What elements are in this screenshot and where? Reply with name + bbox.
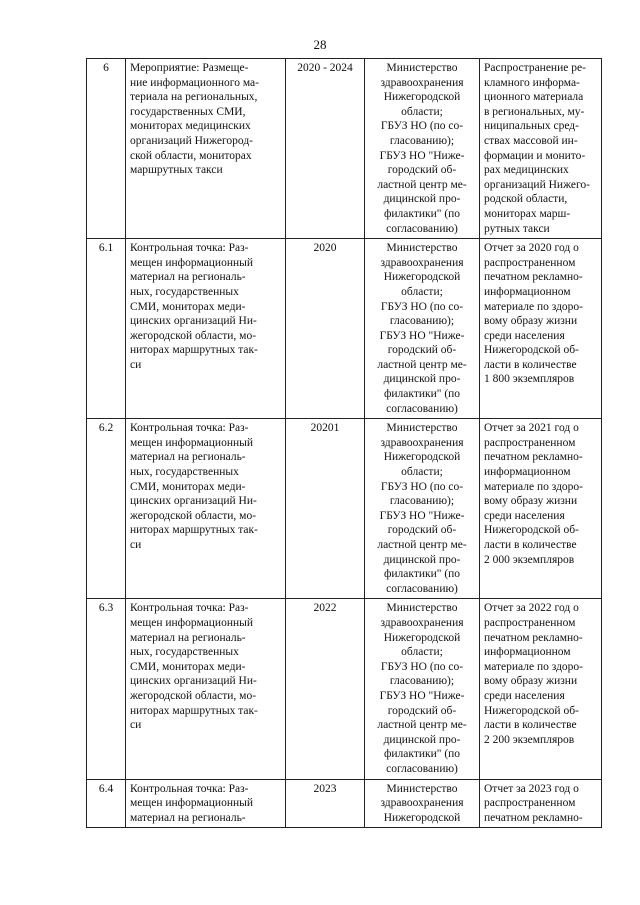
cell-line: мещен информационный [130,616,254,629]
period-cell: 2023 [286,779,365,828]
cell-line: здравоохранения [380,256,464,269]
cell-line: материале по здоро- [484,300,584,313]
cell-line: Министерство [386,62,458,74]
cell-line: материал на региональ- [130,811,246,824]
cell-line: среди населения [484,509,565,522]
cell-line: Контрольная точка: Раз- [130,602,249,615]
table-row [87,419,602,599]
cell-line: городский об- [387,704,457,717]
cell-line: ской области, мониторах [130,149,252,162]
cell-line: си [130,358,142,371]
cell-line: в региональных, му- [484,105,585,118]
cell-line: СМИ, мониторах меди- [130,480,246,493]
cell-line: ных, государственных [130,466,239,479]
cell-line: Контрольная точка: Раз- [130,242,249,255]
cell-line: Нижегородской [383,811,461,824]
executor-cell [365,599,480,779]
cell-line: филактики" (по [383,748,461,761]
cell-line: ниципальных сред- [484,120,579,133]
cell-line: материал на региональ- [130,631,246,644]
row-number-cell: 6.1 [87,239,126,419]
page-number: 28 [313,37,327,52]
cell-line: среди населения [484,329,565,342]
cell-line: рутных такси [484,222,550,235]
cell-line: Нижегородской об- [484,344,579,357]
cell-line: цинских организаций Ни- [130,495,257,508]
cell-line: ние информационного ма- [130,76,259,89]
cell-line: жегородской области, мо- [130,329,257,342]
period-cell: 2022 [286,599,365,779]
cell-line: области; [401,285,443,298]
result-cell [480,59,602,239]
activity-name-cell [126,419,286,599]
cell-line: печатном рекламно- [484,451,583,464]
cell-line: ластной центр ме- [377,539,467,551]
cell-line: жегородской области, мо- [130,509,257,522]
activity-name-cell [126,59,286,239]
cell-line: согласованию) [386,762,458,775]
cell-line: здравоохранения [380,616,464,629]
table-row [87,59,602,239]
cell-line: Нижегородской [383,91,461,104]
cell-line: кламного информа- [484,76,580,89]
cell-line: вому образу жизни [484,495,578,508]
cell-line: ГБУЗ НО (по со- [380,120,464,133]
cell-line: Контрольная точка: Раз- [130,422,249,435]
cell-line: информационном [484,285,571,298]
cell-line: Нижегородской [383,451,461,464]
table-row [87,779,602,828]
cell-line: мониторах марш- [484,207,571,220]
cell-line: цинских организаций Ни- [130,315,257,328]
cell-line: Министерство [386,782,458,795]
row-number-cell: 6 [87,59,126,239]
cell-line: гласованию); [389,134,455,147]
cell-line: ных, государственных [130,646,239,659]
cell-line: ниторах маршрутных так- [130,524,258,537]
cell-line: Отчет за 2021 год о [484,422,579,435]
cell-line: териала на региональных, [130,91,258,104]
cell-line: ластной центр ме- [377,719,467,732]
cell-line: материале по здоро- [484,660,584,673]
cell-line: жегородской области, мо- [130,689,257,702]
cell-line: Отчет за 2020 год о [484,242,579,255]
cell-line: ГБУЗ НО "Ниже- [379,149,465,162]
executor-cell [365,779,480,828]
cell-line: информационном [484,646,571,659]
table-body [87,59,602,828]
cell-line: городский об- [387,344,457,357]
cell-line: Министерство [386,242,458,255]
cell-line: мониторах медицинских [130,120,251,133]
row-number-cell: 6.2 [87,419,126,599]
cell-line: организаций Нижего- [484,178,590,191]
cell-line: Нижегородской [383,271,461,284]
cell-line: здравоохранения [380,436,464,449]
cell-line: распространенном [484,797,576,810]
cell-line: ных, государственных [130,285,239,298]
cell-line: гласованию); [389,495,455,508]
cell-line: согласованию) [386,582,458,595]
cell-line: печатном рекламно- [484,631,583,644]
cell-line: распространенном [484,436,576,449]
cell-line: Нижегородской об- [484,704,579,717]
result-cell [480,599,602,779]
cell-line: материале по здоро- [484,480,584,493]
cell-line: здравоохранения [380,797,464,810]
cell-line: ласти в количестве [484,358,577,371]
cell-line: дицинской про- [383,553,461,566]
cell-line: филактики" (по [383,207,461,220]
activity-name-cell [126,599,286,779]
cell-line: мещен информационный [130,256,254,269]
cell-line: городский об- [387,524,457,537]
cell-line: гласованию); [389,315,455,328]
cell-line: материал на региональ- [130,451,246,464]
table-row [87,599,602,779]
cell-line: рах медицинских [484,164,569,177]
result-cell [480,779,602,828]
cell-line: родской области, [484,193,568,206]
cell-line: согласованию) [386,402,458,415]
cell-line: Министерство [386,422,458,435]
cell-line: дицинской про- [383,193,461,206]
cell-line: ниторах маршрутных так- [130,704,258,717]
cell-line: печатном рекламно- [484,811,583,824]
cell-line: Распространение ре- [484,62,586,74]
cell-line: ционного материала [484,91,584,104]
cell-line: мещен информационный [130,436,254,449]
row-number-cell: 6.3 [87,599,126,779]
cell-line: маршрутных такси [130,164,223,177]
cell-line: мещен информационный [130,797,254,810]
cell-line: Отчет за 2023 год о [484,782,579,795]
cell-line: городский об- [387,164,457,177]
cell-line: распространенном [484,616,576,629]
executor-cell [365,419,480,599]
cell-line: 1 800 экземпляров [484,373,575,386]
cell-line: ГБУЗ НО (по со- [380,480,464,493]
period-cell: 20201 [286,419,365,599]
cell-line: Нижегородской об- [484,524,579,537]
cell-line: Мероприятие: Размеще- [130,62,249,74]
cell-line: области; [401,646,443,659]
cell-line: печатном рекламно- [484,271,583,284]
cell-line: си [130,539,142,551]
cell-line: филактики" (по [383,388,461,401]
cell-line: си [130,719,142,732]
period-cell: 2020 [286,239,365,419]
cell-line: гласованию); [389,675,455,688]
cell-line: информационном [484,466,571,479]
result-cell [480,419,602,599]
cell-line: дицинской про- [383,733,461,746]
executor-cell [365,59,480,239]
activity-name-cell [126,779,286,828]
cell-line: ласти в количестве [484,719,577,732]
cell-line: 2 000 экземпляров [484,553,575,566]
cell-line: 2 200 экземпляров [484,733,575,746]
table-row [87,239,602,419]
cell-line: Контрольная точка: Раз- [130,782,249,795]
cell-line: материал на региональ- [130,271,246,284]
cell-line: формации и монито- [484,149,586,162]
cell-line: организаций Нижегород- [130,134,254,147]
cell-line: вому образу жизни [484,675,578,688]
cell-line: среди населения [484,689,565,702]
cell-line: СМИ, мониторах меди- [130,300,246,313]
cell-line: Отчет за 2022 год о [484,602,579,615]
cell-line: СМИ, мониторах меди- [130,660,246,673]
cell-line: ластной центр ме- [377,178,467,191]
cell-line: Нижегородской [383,631,461,644]
cell-line: ГБУЗ НО "Ниже- [379,689,465,702]
cell-line: Министерство [386,602,458,615]
cell-line: ГБУЗ НО "Ниже- [379,509,465,522]
row-number-cell: 6.4 [87,779,126,828]
cell-line: филактики" (по [383,568,461,581]
cell-line: здравоохранения [380,76,464,89]
cell-line: ниторах маршрутных так- [130,344,258,357]
result-cell [480,239,602,419]
cell-line: ГБУЗ НО (по со- [380,300,464,313]
period-cell: 2020 - 2024 [286,59,365,239]
cell-line: ствах массовой ин- [484,134,578,147]
cell-line: государственных СМИ, [130,105,246,118]
cell-line: ластной центр ме- [377,358,467,371]
cell-line: ГБУЗ НО "Ниже- [379,329,465,342]
cell-line: согласованию) [386,222,458,235]
cell-line: распространенном [484,256,576,269]
executor-cell [365,239,480,419]
activity-name-cell [126,239,286,419]
cell-line: ГБУЗ НО (по со- [380,660,464,673]
action-plan-table [86,58,602,828]
cell-line: вому образу жизни [484,315,578,328]
cell-line: ласти в количестве [484,539,577,551]
cell-line: цинских организаций Ни- [130,675,257,688]
cell-line: дицинской про- [383,373,461,386]
cell-line: области; [401,466,443,479]
cell-line: области; [401,105,443,118]
